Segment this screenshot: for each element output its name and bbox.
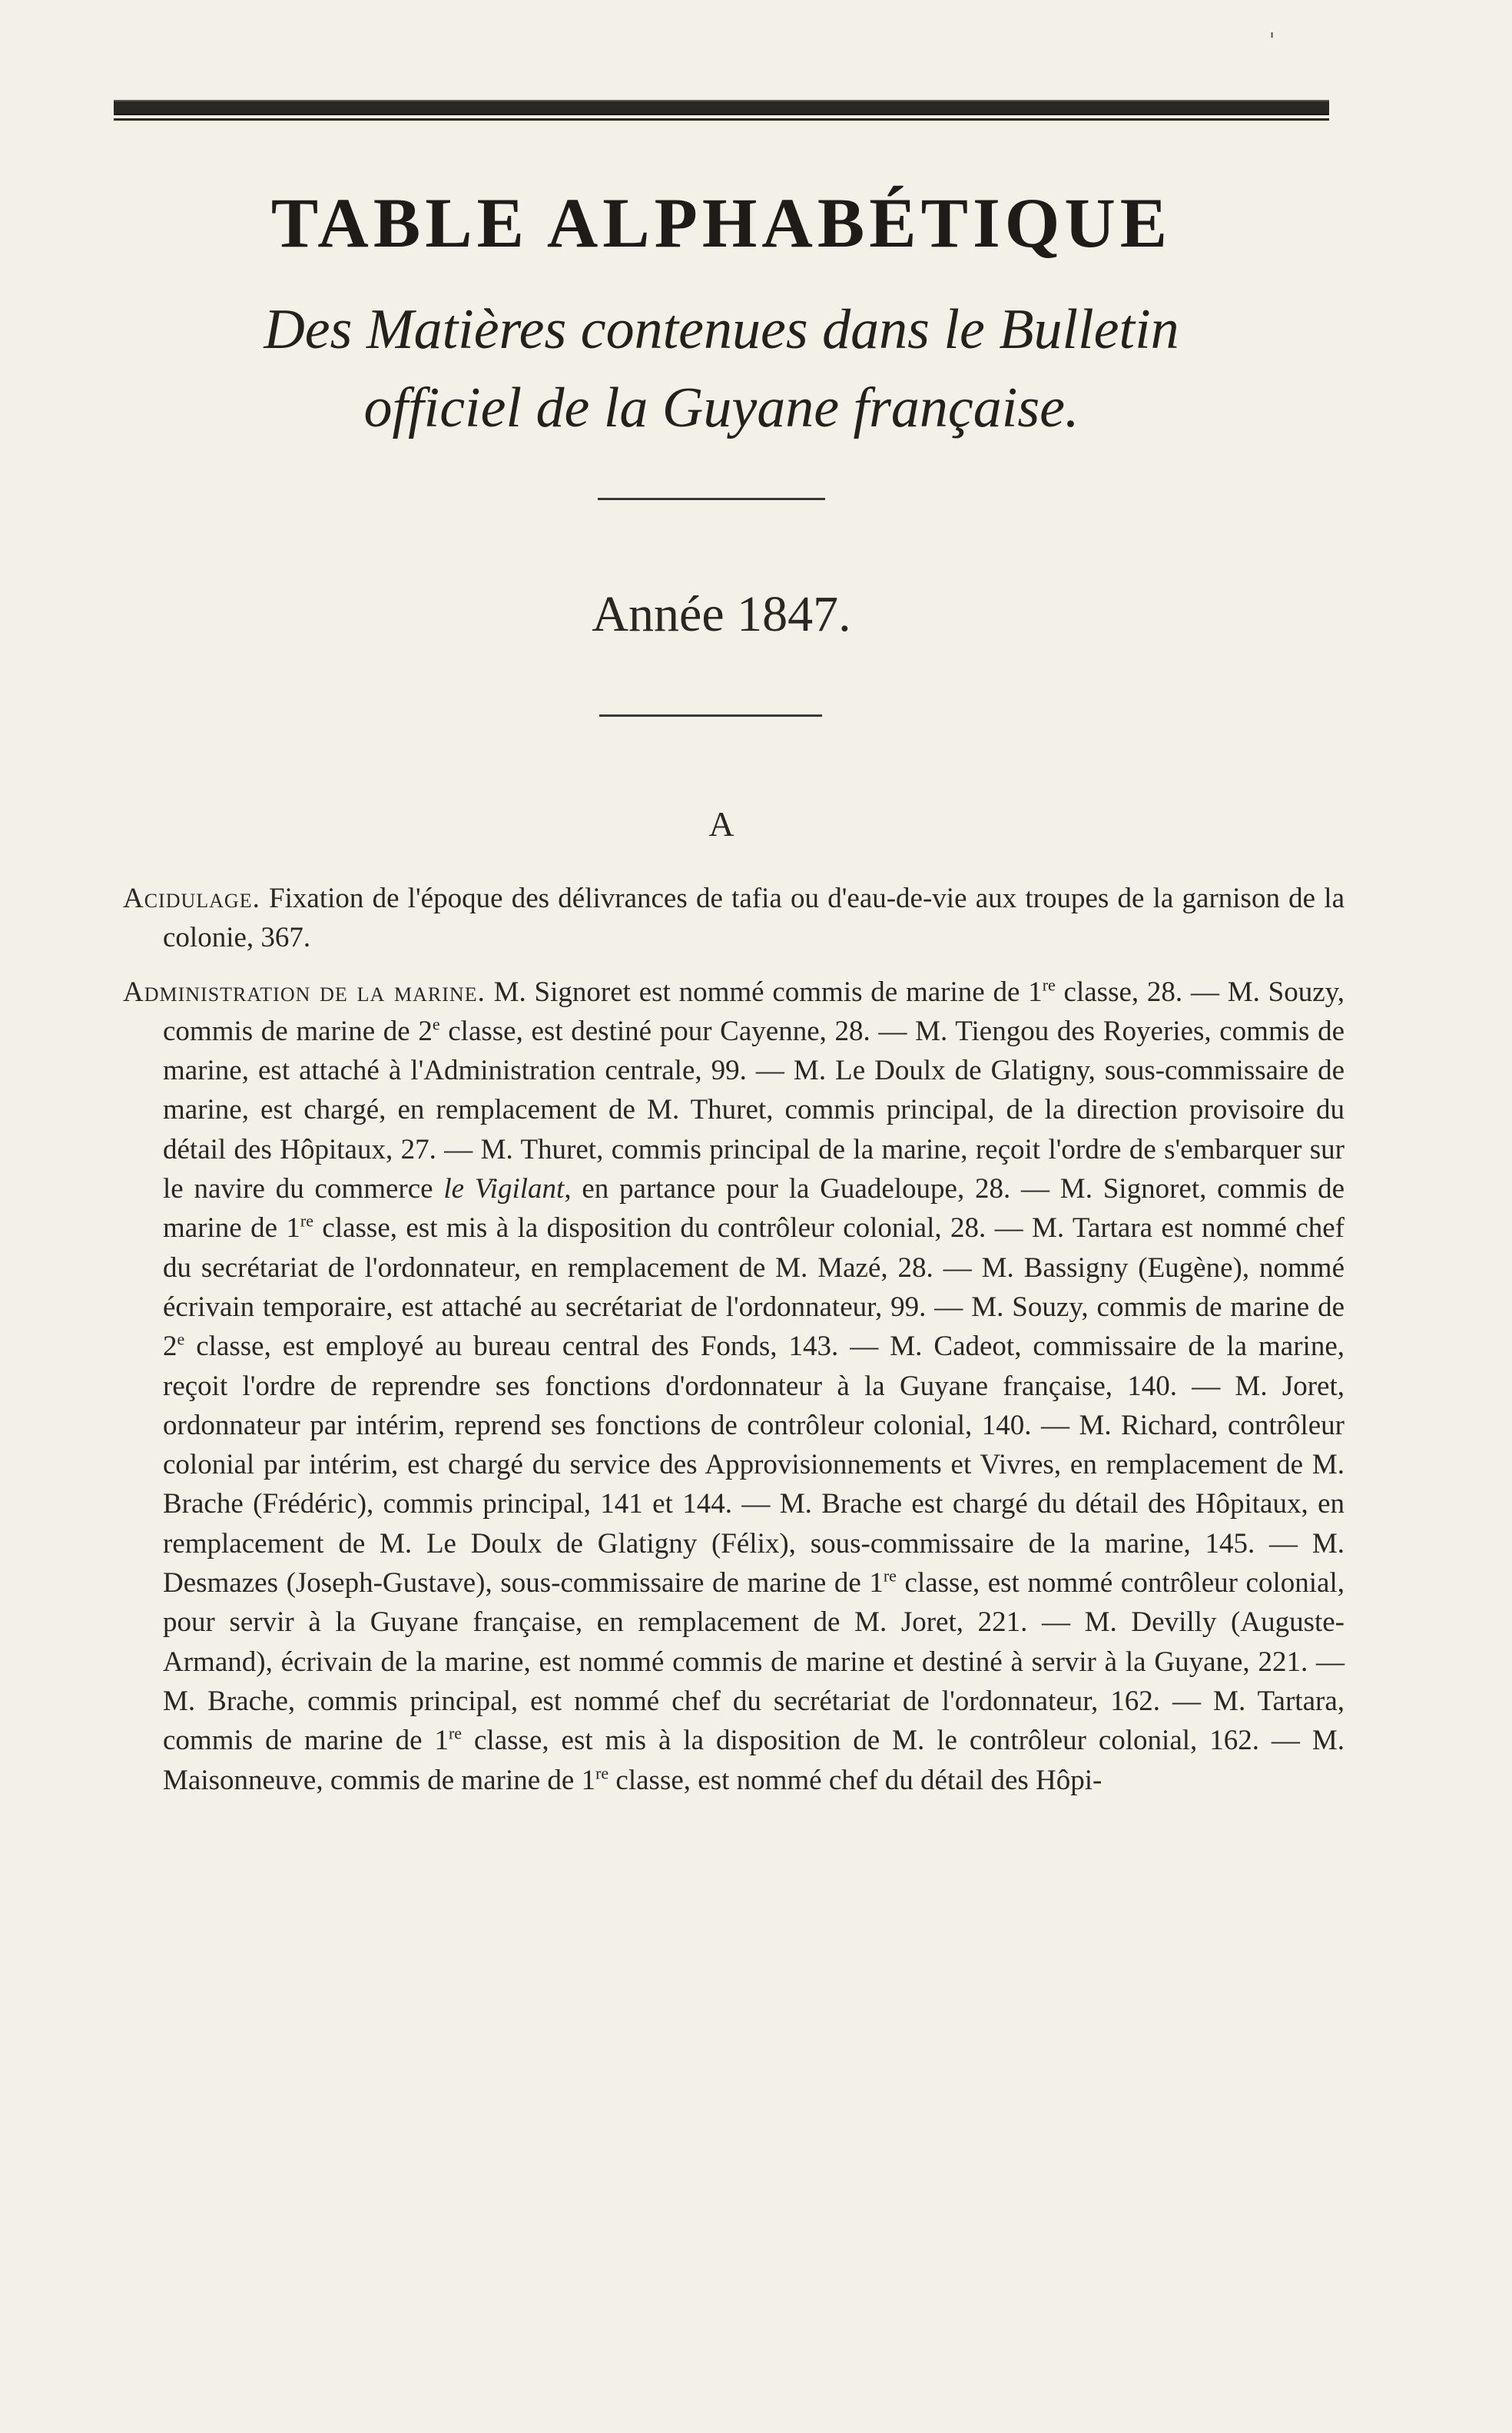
subtitle-line-2: officiel de la Guyane française. xyxy=(363,376,1079,439)
subtitle-line-1: Des Matières contenues dans le Bulletin xyxy=(264,298,1179,361)
index-entry xyxy=(123,973,1345,1800)
superscript: re xyxy=(883,1566,897,1586)
entry-heading: Acidulage. xyxy=(123,883,260,914)
entry-text: classe, est nommé chef du détail des Hôpi- xyxy=(608,1764,1102,1796)
divider-rule xyxy=(598,498,825,500)
superscript: e xyxy=(177,1329,185,1349)
entry-text: classe, est destiné pour Cayenne, 28. — M. Tiengou des Royeries, commis de marine, est attaché à l'Administration centrale, 99. — M. Le Doulx de Glatigny, sous-commissaire de marine, est chargé, en remplacement de M. Thuret, commis principal, de la direction provisoire du détail des Hôpitaux, 27. — M. Thuret, commis principal de la marine, reçoit l'ordre de s'embarquer sur le navire du commerce xyxy=(163,1015,1345,1205)
divider-rule xyxy=(599,714,822,717)
index-entry xyxy=(123,879,1345,958)
superscript: e xyxy=(432,1014,440,1034)
page-mark: ' xyxy=(1269,29,1275,52)
entry-text: classe, est nommé contrôleur colonial, pour servir à la Guyane française, en remplacement de M. Joret, 221. — M. Devilly (Auguste-Armand), écrivain de la marine, est nommé commis de marine et destiné à servir à la Guyane, 221. — M. Brache, commis principal, est nommé chef du secrétariat de l'ordonnateur, 162. — M. Tartara, commis de marine de 1 xyxy=(163,1567,1345,1757)
entry-text: , en partance pour la Guadeloupe, 28. — M. Signoret, commis de marine de 1 xyxy=(163,1173,1345,1245)
superscript: re xyxy=(300,1212,314,1231)
section-letter: A xyxy=(708,804,734,844)
entry-heading: Administration de la marine. xyxy=(123,976,486,1008)
entry-text: M. Signoret est nommé commis de marine de 1 xyxy=(485,976,1043,1008)
page-title: TABLE ALPHABÉTIQUE xyxy=(270,184,1172,262)
entry-text: Fixation de l'époque des délivrances de tafia ou d'eau-de-vie aux troupes de la garnison de la colonie, 367. xyxy=(163,883,1345,954)
superscript: re xyxy=(595,1763,609,1783)
ship-name: le Vigilant xyxy=(443,1173,565,1205)
entry-text: classe, 28. — M. Souzy, commis de marine de 2 xyxy=(163,976,1345,1047)
year-heading: Année 1847. xyxy=(592,586,851,642)
page-subtitle xyxy=(114,290,1329,447)
entry-text: classe, est employé au bureau central des Fonds, 143. — M. Cadeot, commissaire de la marine, reçoit l'ordre de reprendre ses fonctions d'ordonnateur à la Guyane française, 140. — M. Joret, ordonnateur par intérim, reprend ses fonctions de contrôleur colonial, 140. — M. Richard, contrôleur colonial par intérim, est chargé du service des Approvisionnements et Vivres, en remplacement de M. Brache (Frédéric), commis principal, 141 et 144. — M. Brache est chargé du détail des Hôpitaux, en remplacement de M. Le Doulx de Glatigny (Félix), sous-commissaire de la marine, 145. — M. Desmazes (Joseph-Gustave), sous-commissaire de marine de 1 xyxy=(163,1331,1345,1599)
entry-text: classe, est mis à la disposition du contrôleur colonial, 28. — M. Tartara est nommé chef du secrétariat de l'ordonnateur, en remplacement de M. Mazé, 28. — M. Bassigny (Eugène), nommé écrivain temporaire, est attaché au secrétariat de l'ordonnateur, 99. — M. Souzy, commis de marine de 2 xyxy=(163,1212,1345,1363)
top-double-rule xyxy=(114,100,1329,115)
superscript: re xyxy=(448,1723,463,1743)
index-body xyxy=(123,879,1345,1815)
entry-text: classe, est mis à la disposition de M. le contrôleur colonial, 162. — M. Maisonneuve, commis de marine de 1 xyxy=(163,1725,1345,1796)
superscript: re xyxy=(1042,975,1056,995)
